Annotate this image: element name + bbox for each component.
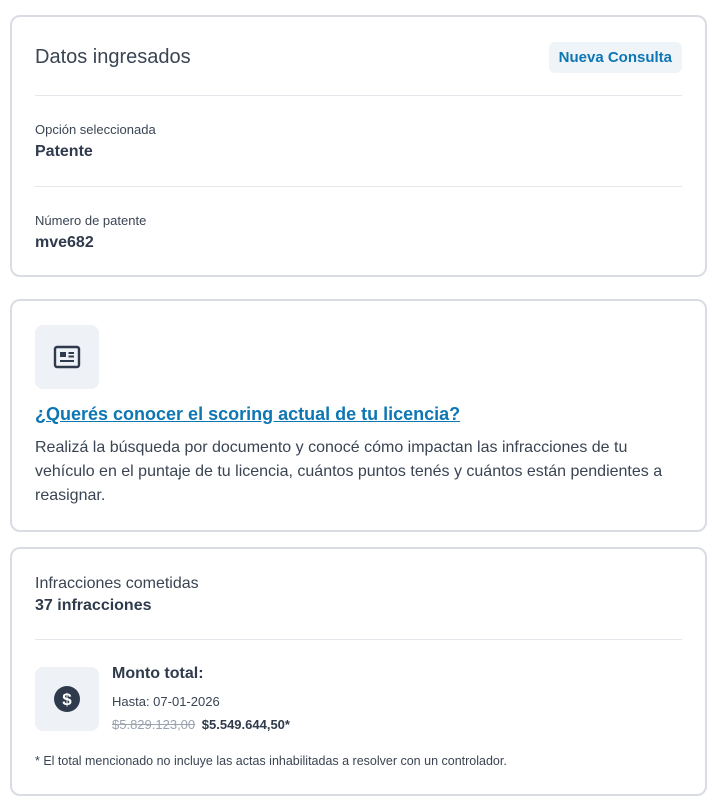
infracciones-count: 37 infracciones [35, 597, 152, 614]
patente-value: mve682 [35, 234, 94, 251]
newspaper-icon [35, 325, 99, 389]
infracciones-label: Infracciones cometidas [35, 575, 199, 592]
divider [35, 186, 682, 187]
infracciones-card [10, 547, 707, 796]
divider [35, 95, 682, 96]
patente-label: Número de patente [35, 213, 147, 228]
monto-hasta: Hasta: 07-01-2026 [112, 694, 220, 709]
datos-card [10, 15, 707, 277]
new-price: $5.549.644,50* [201, 717, 290, 732]
scoring-card [10, 299, 707, 532]
datos-title: Datos ingresados [35, 45, 191, 68]
scoring-description: Realizá la búsqueda por documento y conocé cómo impactan las infracciones de tu vehículo en el puntaje de tu licencia, cuántos puntos tenés y cuántos están pendientes a reasignar. [35, 439, 663, 504]
svg-text:$: $ [62, 690, 72, 709]
nueva-consulta-button[interactable]: Nueva Consulta [549, 42, 682, 73]
dollar-icon [35, 667, 99, 731]
opcion-value: Patente [35, 143, 93, 160]
footnote: * El total mencionado no incluye las actas inhabilitadas a resolver con un controlador. [35, 754, 507, 768]
monto-prices [112, 717, 290, 732]
monto-title: Monto total: [112, 665, 204, 682]
divider [35, 639, 682, 640]
datos-header [35, 41, 682, 73]
opcion-label: Opción seleccionada [35, 122, 156, 137]
scoring-link[interactable]: ¿Querés conocer el scoring actual de tu licencia? [35, 404, 461, 424]
old-price: $5.829.123,00 [112, 717, 196, 732]
